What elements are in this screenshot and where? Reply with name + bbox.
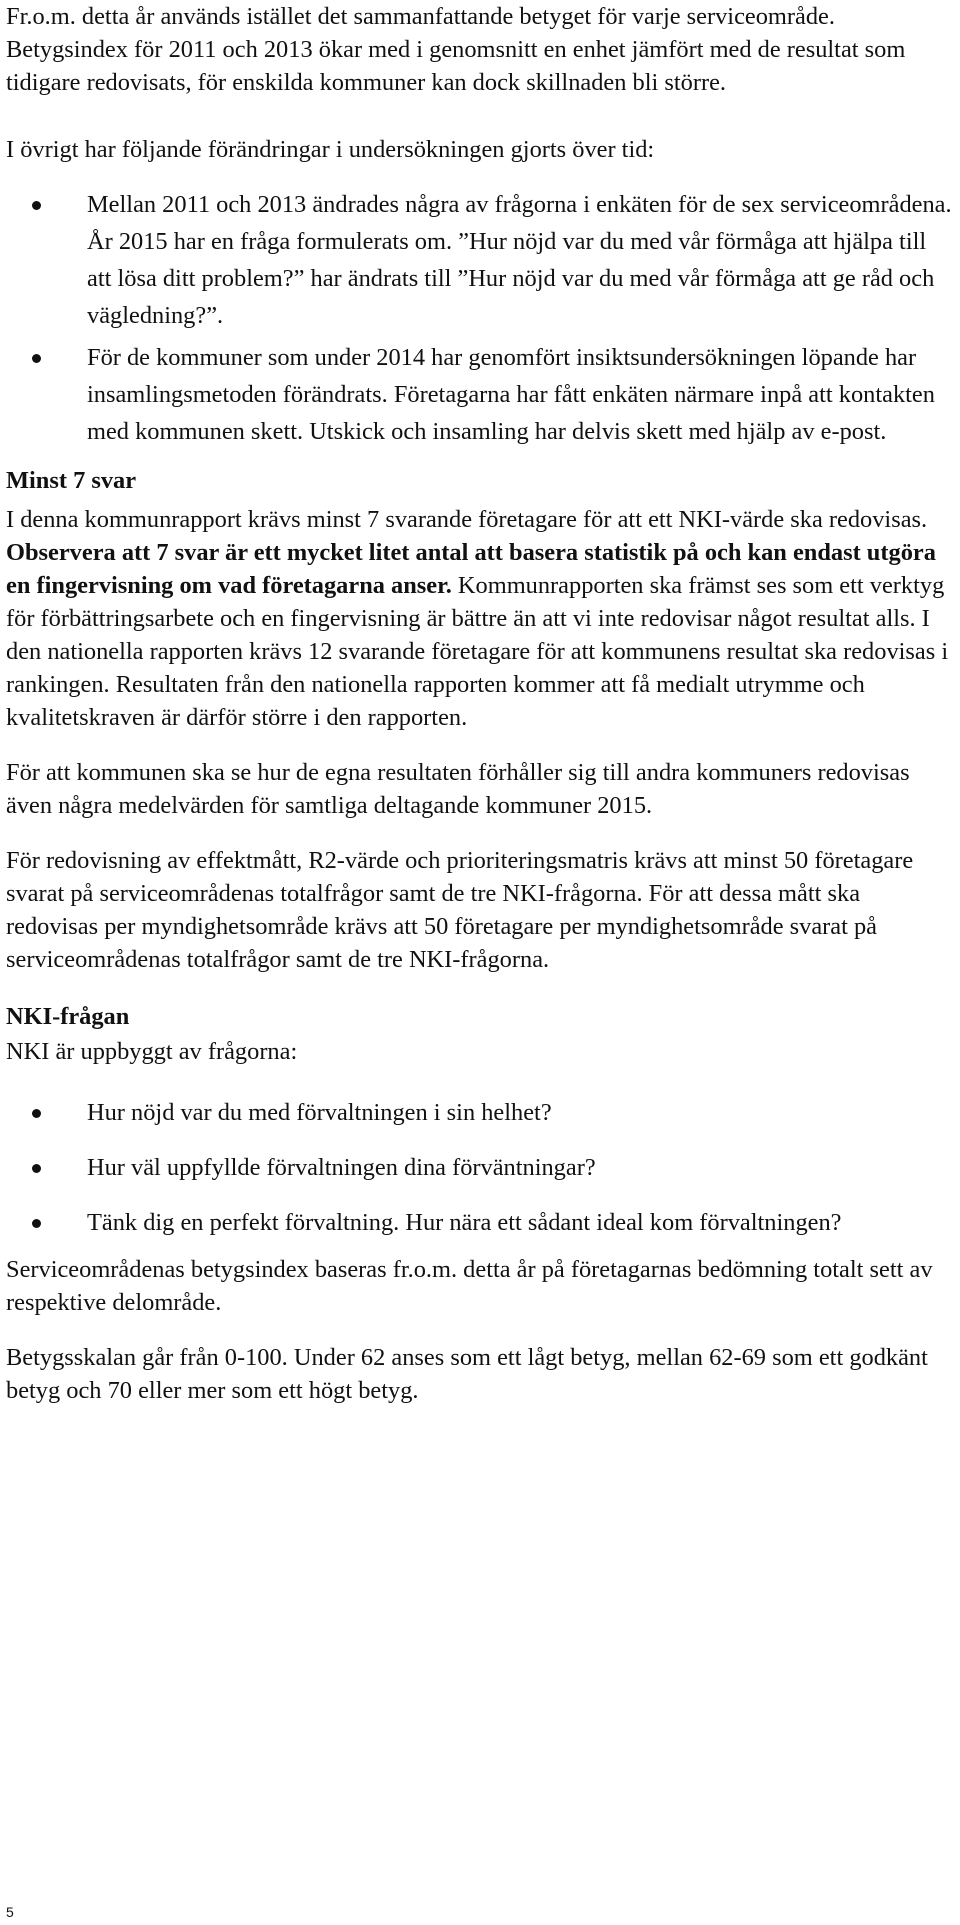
list-item (6, 1206, 954, 1239)
list-item-text: För de kommuner som under 2014 har genomfört insiktsundersökningen löpande har insamlingsmetoden förändrats. Företagarna har fått enkäten närmare inpå att kontakten med kommunen skett. Utskick och insamling har delvis skett med hjälp av e-post. (87, 344, 935, 445)
minst7-text-after: Kommunrapporten ska främst ses som ett verktyg för förbättringsarbete och en fingervisning är bättre än att vi inte redovisar något resultat alls. I den nationella rapporten krävs 12 svarande företagare för att kommunens resultat ska redovisas i rankingen. Resultaten från den nationella rapporten kommer att få medialt utrymme och kvalitetskraven är därför större i den rapporten. (6, 572, 949, 731)
nki-questions-list (6, 1096, 954, 1239)
list-item-text: Hur nöjd var du med förvaltningen i sin helhet? (87, 1099, 552, 1126)
list-item-text: Mellan 2011 och 2013 ändrades några av frågorna i enkäten för de sex serviceområdena. År 2015 har en fråga formulerats om. ”Hur nöjd var du med vår förmåga att hjälpa till att lösa ditt problem?” har ändrats till ”Hur nöjd var du med vår förmåga att ge råd och vägledning?”. (87, 191, 952, 329)
bullet-icon (32, 1219, 41, 1228)
effect-measures-paragraph: För redovisning av effektmått, R2-värde och prioriteringsmatris krävs att minst 50 företagare svarat på serviceområdenas totalfrågor samt de tre NKI-frågorna. För att dessa mått ska redovisas per myndighetsområde krävs att 50 företagare per myndighetsområde svarat på serviceområdenas totalfrågor samt de tre NKI-frågorna. (6, 847, 914, 973)
list-item (6, 186, 954, 334)
intro-continuation-paragraph: Fr.o.m. detta år används istället det sammanfattande betyget för varje serviceområde. Betygsindex för 2011 och 2013 ökar med i genomsnitt en enhet jämfört med de resultat som tidigare redovisats, för enskilda kommuner kan dock skillnaden bli större. (6, 3, 906, 96)
document-page (6, 0, 954, 1407)
section-heading-nki-fragan: NKI-frågan (6, 1003, 130, 1030)
nki-lead-paragraph: NKI är uppbyggt av frågorna: (6, 1038, 298, 1065)
list-item (6, 1151, 954, 1184)
minst7-text-before: I denna kommunrapport krävs minst 7 svarande företagare för att ett NKI-värde ska redovisas. (6, 506, 928, 533)
bullet-icon (32, 1164, 41, 1173)
section-heading-minst-7-svar: Minst 7 svar (6, 467, 137, 494)
list-item (6, 339, 954, 450)
minst7-bold-warning: Observera att 7 svar är ett mycket litet antal att basera statistik på och kan endast utgöra en fingervisning om vad företagarna anser. (6, 539, 936, 599)
list-item (6, 1096, 954, 1129)
bullet-icon (32, 354, 41, 363)
list-item-text: Hur väl uppfyllde förvaltningen dina förväntningar? (87, 1154, 596, 1181)
nki-index-paragraph: Serviceområdenas betygsindex baseras fr.o.m. detta år på företagarnas bedömning totalt sett av respektive delområde. (6, 1256, 933, 1316)
minst7-paragraph (6, 503, 954, 734)
list-item-text: Tänk dig en perfekt förvaltning. Hur nära ett sådant ideal kom förvaltningen? (87, 1209, 842, 1236)
grading-scale-paragraph: Betygsskalan går från 0-100. Under 62 anses som ett lågt betyg, mellan 62-69 som ett godkänt betyg och 70 eller mer som ett högt betyg. (6, 1344, 928, 1404)
changes-list (6, 186, 954, 450)
bullet-icon (32, 201, 41, 210)
changes-lead-paragraph: I övrigt har följande förändringar i undersökningen gjorts över tid: (6, 136, 655, 163)
page-number: 5 (6, 1904, 14, 1920)
comparison-paragraph: För att kommunen ska se hur de egna resultaten förhåller sig till andra kommuners redovisas även några medelvärden för samtliga deltagande kommuner 2015. (6, 759, 910, 819)
bullet-icon (32, 1109, 41, 1118)
